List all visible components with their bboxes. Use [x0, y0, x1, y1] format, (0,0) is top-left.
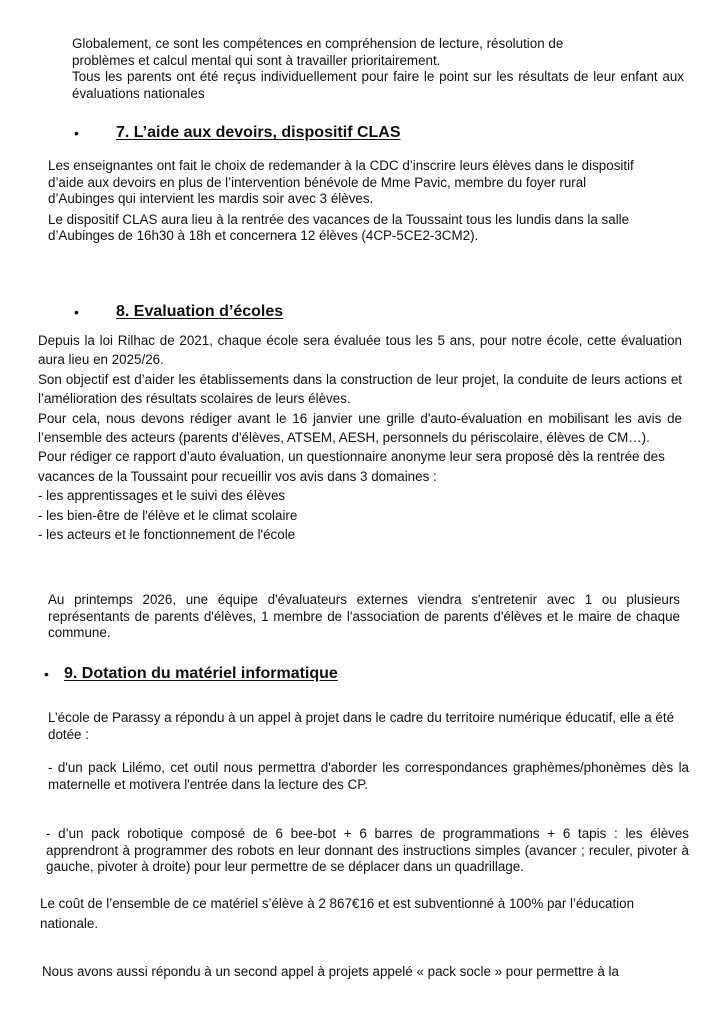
bullet-icon: • — [74, 125, 79, 141]
section-8-paragraph-1: Depuis la loi Rilhac de 2021, chaque école sera évaluée tous les 5 ans, pour notre école, cette évaluation aura lieu en 2025/26. — [38, 333, 682, 368]
section-9-title: 9. Dotation du matériel informatique — [64, 665, 338, 682]
section-9-item-lilemo: - d'un pack Lilémo, cet outil nous permettra d'aborder les correspondances graphèmes/phonèmes dès la maternelle et motivera l'entrée dans la lecture des CP. — [48, 760, 689, 792]
domain-item-1: - les apprentissages et le suivi des élèves — [38, 488, 286, 504]
domain-item-2: - les bien-être de l'élève et le climat scolaire — [38, 507, 298, 523]
domain-item-3: - les acteurs et le fonctionnement de l'école — [38, 527, 296, 543]
section-8-paragraph-4: Pour rédiger ce rapport d’auto évaluation, un questionnaire anonyme leur sera proposé dès la rentrée des vacances de la Toussaint pour recueillir vos avis dans 3 domaines : — [38, 449, 665, 484]
section-7-heading — [0, 123, 724, 145]
intro-paragraph-1: Globalement, ce sont les compétences en compréhension de lecture, résolution de problèmes et calcul mental qui sont à travailler prioritairement. — [72, 36, 564, 68]
bullet-icon: • — [74, 304, 79, 320]
section-7-paragraph-1: Les enseignantes ont fait le choix de redemander à la CDC d’inscrire leurs élèves dans le dispositif d’aide aux devoirs en plus de l’intervention bénévole de Mme Pavic, membre du foyer rural d’Aubinges qui intervient les mardis soir avec 3 élèves. — [48, 158, 634, 206]
section-9-cost: Le coût de l’ensemble de ce matériel s’élève à 2 867€16 et est subventionné à 100% par l’éducation nationale. — [40, 896, 635, 931]
section-8-body — [38, 331, 682, 544]
intro-paragraph-2: Tous les parents ont été reçus individuellement pour faire le point sur les résultats de leur enfant aux évaluations nationales — [72, 69, 684, 101]
section-7-body — [48, 158, 668, 245]
section-7-title: 7. L’aide aux devoirs, dispositif CLAS — [116, 124, 401, 141]
section-8-paragraph-2: Son objectif est d’aider les établissements dans la construction de leur projet, la conduite de leurs actions et l’amélioration des résultats scolaires de leurs élèves. — [38, 371, 682, 407]
section-8-title: 8. Evaluation d’écoles — [116, 303, 284, 320]
section-9-item-robotics: - d’un pack robotique composé de 6 bee-bot + 6 barres de programmations + 6 tapis : les élèves apprendront à programmer des robots en leur donnant des instructions simples (avancer ; reculer, pivoter à gauche, pivoter à droite) pour leur permettre de se déplacer dans un quadrillage. — [46, 826, 689, 874]
intro-block — [72, 36, 684, 102]
section-8-heading — [0, 302, 724, 324]
section-9-heading — [0, 664, 724, 686]
section-8-paragraph-3: Pour cela, nous devons rédiger avant le 16 janvier une grille d'auto-évaluation en mobilisant les avis de l’ensemble des acteurs (parents d'élèves, ATSEM, AESH, personnels du périscolaire, élèves de CM…). — [38, 410, 682, 446]
section-9-last-paragraph: Nous avons aussi répondu à un second appel à projets appelé « pack socle » pour permettre à la — [42, 964, 619, 979]
section-7-paragraph-2: Le dispositif CLAS aura lieu à la rentrée des vacances de la Toussaint tous les lundis dans la salle d’Aubinges de 16h30 à 18h et concernera 12 élèves (4CP-5CE2-3CM2). — [48, 211, 630, 243]
bullet-icon: • — [44, 666, 49, 682]
section-8-paragraph-5: Au printemps 2026, une équipe d'évaluateurs externes viendra s'entretenir avec 1 ou plusieurs représentants de parents d'élèves, 1 membre de l'association de parents d'élèves et le maire de chaque commune. — [48, 592, 680, 640]
section-9-paragraph-1: L’école de Parassy a répondu à un appel à projet dans le cadre du territoire numérique éducatif, elle a été dotée : — [48, 710, 675, 742]
